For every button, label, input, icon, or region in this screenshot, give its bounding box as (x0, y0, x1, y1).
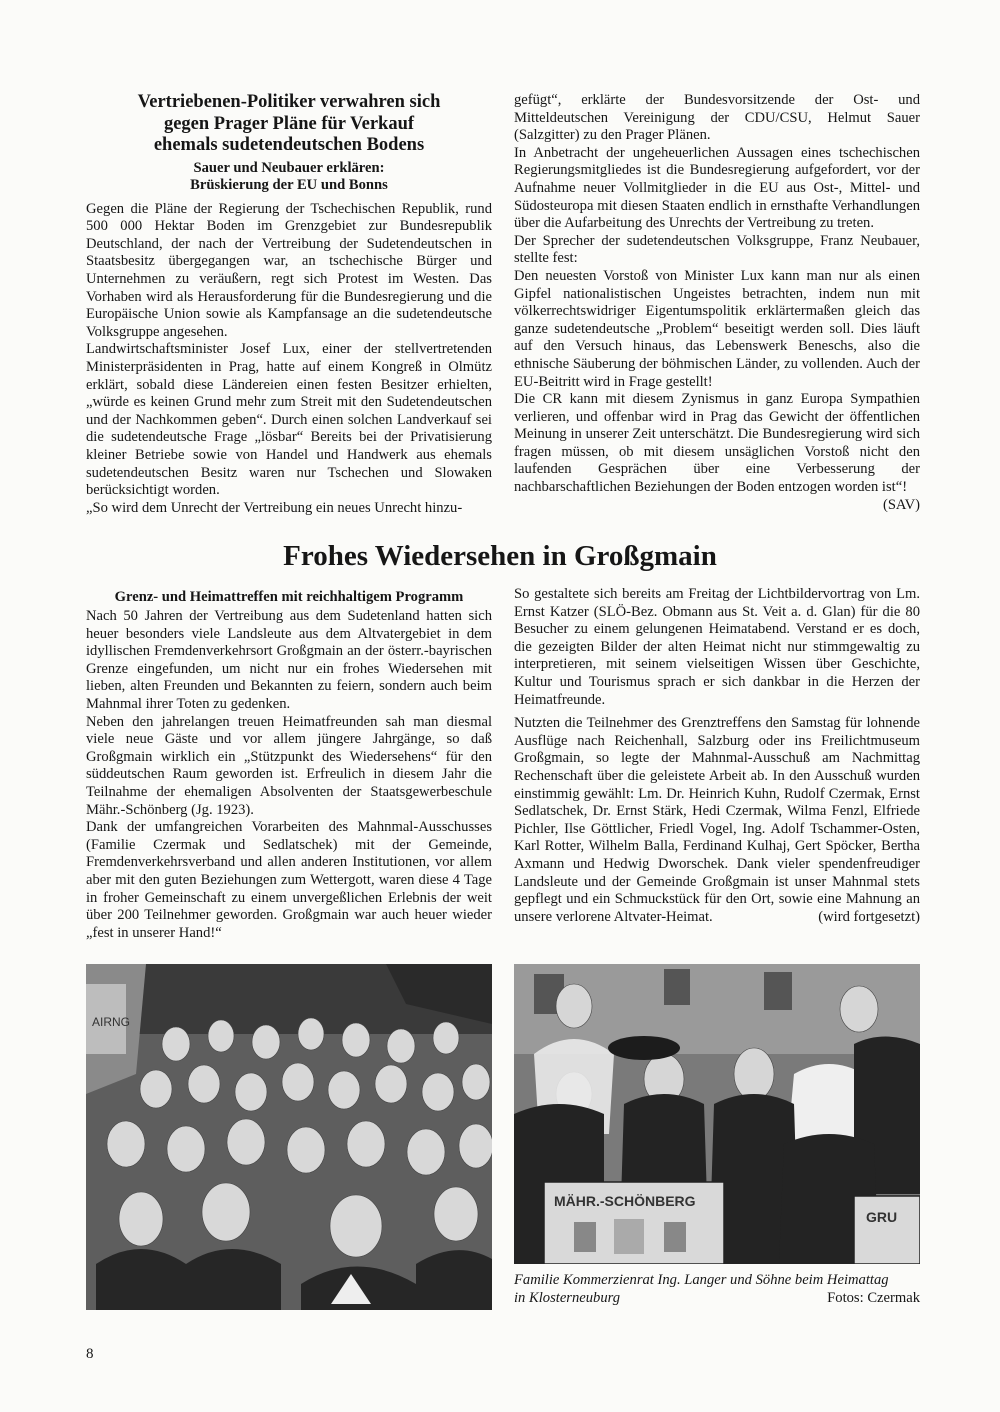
bus-sign-text: AIRNG (92, 1015, 131, 1029)
page-number: 8 (86, 1346, 94, 1362)
article2-continued: (wird fortgesetzt) (818, 908, 920, 925)
article1-headline: Vertriebenen-Politiker verwahren sich gegen Prager Pläne für Verkauf ehemals sudetendeutschen Bodens (137, 92, 441, 155)
article2-paragraph: Neben den jahrelangen treuen Heimatfreunden sah man diesmal viele neue Gäste und vor allem jüngere Jahrgänge, so daß Großgmain wirklich ein „Stützpunkt des Wiedersehens“ für den süddeutschen Raum geworden ist. Erfreulich in diesem Jahr die Teilnahme der ehemaligen Absolventen der Staatsgewerbeschule Mähr.-Schönberg (Jg. 1923). (86, 713, 492, 818)
article1-paragraph: gefügt“, erklärte der Bundesvorsitzende der Ost- und Mitteldeutschen Vereinigung der CDU/CSU, Helmut Sauer (Salzgitter) zu den Prager Plänen. (514, 92, 920, 144)
article1-paragraph: Gegen die Pläne der Regierung der Tschechischen Republik, rund 500 000 Hektar Boden im Grenzgebiet zur Bundesrepublik Deutschland, der nach der Vertreibung der Sudetendeutschen in Staatsbesitz übergegangen war, an tschechische Bürger und Unternehmen zu veräußern, regt sich Protest im Westen. Das Vorhaben wird als Herausforderung für die Bundesregierung und die Europäische Union sowie als Kampfansage an die sudetendeutsche Volksgruppe angesehen. (86, 200, 492, 340)
article2-subheadline: Grenz- und Heimattreffen mit reichhaltigem Programm (114, 589, 464, 605)
article2-title: Frohes Wiedersehen in Großgmain (283, 540, 717, 572)
article1-closing-paragraph: Die CR kann mit diesem Zynismus in ganz Europa Sympathien verlieren, und offenbar wird in Prag das Gewicht der öffentlichen Meinung in unserer Zeit unterschätzt. Die Bundesregierung wird sich fragen müssen, ob mit diesem unsäglichen Vorstoß nicht den laufenden Gesprächen über eine Verbesserung der nachbarschaftlichen Beziehungen der Boden entzogen worden ist“! (SAV) (514, 391, 920, 513)
article2-closing-paragraph: Nutzten die Teilnehmer des Grenztreffens den Samstag für lohnende Ausflüge nach Reichenhall, Salzburg oder ins Freilichtmuseum Großgmain, so legte der Mahnmal-Ausschuß am Nachmittag Rechenschaft über die geleistete Arbeit ab. In den Ausschuß wurden einstimmig gewählt: Lm. Dr. Heinrich Kuhn, Rudolf Czermak, Ernst Sedlatschek, Dr. Ernst Stärk, Hedi Czermak, Wilma Fenzl, Elfriede Pichler, Ilse Göttlicher, Friedl Vogel, Ing. Adolf Tschammer-Osten, Karl Rotter, Wilhelm Balla, Ferdinand Kulhaj, Gert Spöcker, Bertha Axmann und Hedwig Dworschek. Dank vieler spendenfreudiger Landsleute und der Gemeinde Großgmain ist unser Mahnmal stets gepflegt und ein Schmuckstück für den Ort, sowie eine Mahnung an unsere verlorene Altvater-Heimat. (wird fortgesetzt) (514, 715, 920, 925)
caption-line-1: Familie Kommerzienrat Ing. Langer und Söhne beim Heimattag (514, 1272, 889, 1288)
banner-text-right: GRU (866, 1209, 898, 1225)
article1-left-column (86, 92, 492, 517)
photo-caption (514, 1272, 920, 1307)
article1-right-column (514, 92, 920, 514)
article1-source: (SAV) (882, 496, 920, 513)
article1-subheadline: Sauer und Neubauer erklären: Brüskierung der EU und Bonns (190, 159, 388, 194)
article1-paragraph: „So wird dem Unrecht der Vertreibung ein neues Unrecht hinzu- (86, 499, 463, 516)
group-photo-banner-image (514, 964, 920, 1264)
photo-credit: Fotos: Czermak (827, 1289, 920, 1306)
article2-paragraph: So gestaltete sich bereits am Freitag der Lichtbildervortrag von Lm. Ernst Katzer (SLÖ-Bez. Obmann aus St. Veit a. d. Glan) für die 80 Besucher zu einem gelungenen Heimatabend. Verstand er es doch, die gezeigten Bilder der alten Heimat nicht nur stimmgewaltig zu interpretieren, mit seinem vielseitigen Wissen über Geschichte, Kultur und Tourismus sprach er sich dankbar in die Herzen der Heimatfreunde. (514, 586, 920, 708)
article2-paragraph: Dank der umfangreichen Vorarbeiten des Mahnmal-Ausschusses (Familie Czermak und Sedlatschek) mit der Gemeinde, Fremdenverkehrsverband und allen anderen Institutionen, vor allem aber mit den guten Beziehungen zum Wettergott, waren diese 4 Tage in froher Gemeinschaft zu einem unvergeßlichen Erlebnis der weit über 200 Teilnehmer geworden. Großgmain war auch heuer wieder „fest in unserer Hand!“ (86, 819, 492, 941)
group-photo-crowd (86, 964, 492, 1310)
group-photo-banner (514, 964, 920, 1264)
group-photo-crowd-image (86, 964, 492, 1310)
article2-left-column (86, 588, 492, 942)
banner-text-left: MÄHR.-SCHÖNBERG (554, 1193, 696, 1209)
article1-paragraph: In Anbetracht der ungeheuerlichen Aussagen eines tschechischen Regierungsmitgliedes ist die Bundesregierung aufgefordert, vor der Aufnahme neuer Vollmitglieder in die EU aus Ost-, Mittel- und Südosteuropa mit diesen Staaten endlich in ernsthafte Verhandlungen über die Aufarbeitung des Unrechts der Vertreibung zu treten. (514, 144, 920, 232)
article1-paragraph: Der Sprecher der sudetendeutschen Volksgruppe, Franz Neubauer, stellte fest: (514, 232, 920, 267)
article2-paragraph: Nach 50 Jahren der Vertreibung aus dem Sudetenland hatten sich heuer besonders viele Landsleute aus dem Altvatergebiet in dem idyllischen Fremdenverkehrsort Großgmain an der österr.-bayrischen Grenze eingefunden, um nicht nur ein frohes Wiedersehen mit lieben, alten Freunden und Bekannten zu feiern, sondern auch beim Mahnmal ihrer Toten zu gedenken. (86, 608, 492, 712)
article1-paragraph: Landwirtschaftsminister Josef Lux, einer der stellvertretenden Ministerpräsidenten in Prag, hatte auf einem Kongreß in Olmütz erklärt, sobald diese Ländereien einen festen Besitzer erhielten, „würde es keinen Grund mehr zum Streit mit den Sudetendeutschen und der Nachkommen geben“. Durch einen solchen Landverkauf sei die sudetendeutsche Frage „lösbar“ Bereits bei der Privatisierung kleiner Betriebe sowie von Handel und Handwerk aus ehemals sudetendeutschen Besitz waren nur Tschechen und Slowaken berücksichtigt worden. (86, 341, 492, 499)
article2-right-column (514, 586, 920, 926)
caption-line-2: in Klosterneuburg (514, 1289, 621, 1306)
article1-paragraph: Den neuesten Vorstoß von Minister Lux kann man nur als einen Gipfel nationalistischen Ungeistes betrachten, indem nun mit völkerrechtswidriger Eigentumspolitik erklärtermaßen gleich das ganze sudetendeutsche „Problem“ beseitigt werden soll. Dies läuft auf den Versuch hinaus, das Lebenswerk Beneschs, also die ethnische Säuberung der böhmischen Länder, zu vollenden. Auch der EU-Beitritt wird in Frage gestellt! (514, 267, 920, 390)
